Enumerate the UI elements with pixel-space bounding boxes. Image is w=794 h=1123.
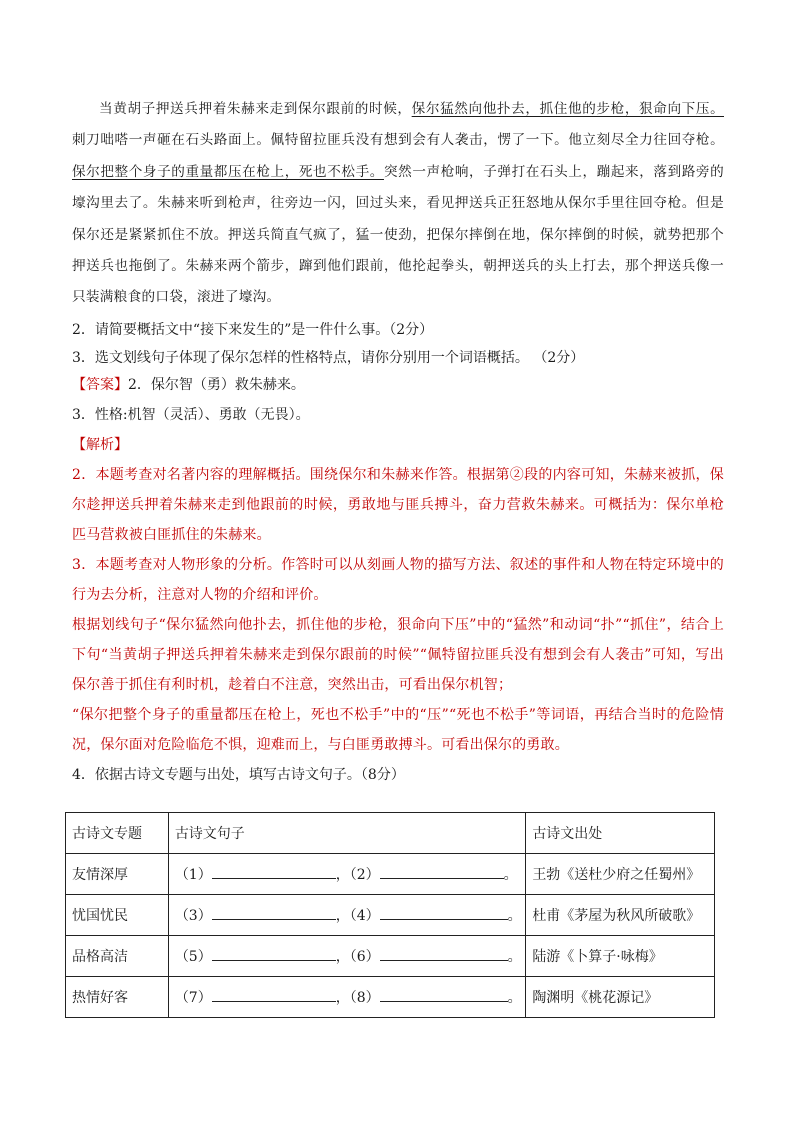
passage-text: 刺刀咄嗒一声砸在石头路面上。佩特留拉匪兵没有想到会有人袭击，愣了一下。他立刻尽全力往回夺枪。	[72, 132, 724, 149]
question-4: 4．依据古诗文专题与出处，填写古诗文句子。（8分）	[72, 766, 405, 783]
poem-table	[65, 812, 715, 1018]
underlined-sentence-1: 保尔猛然向他扑去，抓住他的步枪，狠命向下压。	[411, 101, 724, 117]
row-blanks	[168, 977, 526, 1018]
period: 。	[507, 990, 522, 1006]
row-topic: 热情好客	[66, 977, 169, 1018]
table-row	[66, 936, 715, 977]
fill-blank[interactable]	[380, 864, 504, 879]
analysis-para-2: 3．本题考查对人物形象的分析。作答时可以从刻画人物的描写方法、叙述的事件和人物在特定环境中的行为去分析，注意对人物的介绍和评价。	[72, 556, 724, 603]
blank-number: ，（6）	[335, 949, 380, 965]
row-topic: 友情深厚	[66, 854, 169, 895]
underlined-sentence-2: 保尔把整个身子的重量都压在枪上，死也不松手。	[72, 163, 384, 180]
passage-text: 突然一声枪响，子弹打在石头上，蹦起来，落到路旁的壕沟里去了。朱赫来听到枪声，往旁边一闪，回过头来，看见押送兵正狂怒地从保尔手里往回夺枪。但是保尔还是紧紧抓住不放。押送兵简直气疯了，猛一使劲，把保尔摔倒在地，保尔摔倒的时候，就势把那个押送兵也拖倒了。朱赫来两个箭步，蹿到他们跟前，他抡起拳头，朝押送兵的头上打去，那个押送兵像一只装满粮食的口袋，滚进了壕沟。	[72, 163, 724, 306]
answer-2: 2．保尔智（勇）救朱赫来。	[128, 376, 305, 393]
row-source: 陶渊明《桃花源记》	[526, 977, 715, 1018]
document-body	[72, 94, 724, 790]
period: 。	[507, 949, 522, 965]
row-blanks	[168, 936, 526, 977]
analysis-para-1: 2．本题考查对名著内容的理解概括。围绕保尔和朱赫来作答。根据第②段的内容可知，朱赫来被抓，保尔趁押送兵押着朱赫来走到他跟前的时候，勇敢地与匪兵搏斗，奋力营救朱赫来。可概括为：保尔单枪匹马营救被白匪抓住的朱赫来。	[72, 466, 724, 543]
passage-text: 当黄胡子押送兵押着朱赫来走到保尔跟前的时候，	[99, 101, 412, 117]
row-blanks	[168, 895, 526, 936]
row-source: 王勃《送杜少府之任蜀州》	[526, 854, 715, 895]
reading-passage	[72, 94, 724, 314]
table-row	[66, 977, 715, 1018]
row-blanks	[168, 854, 526, 895]
row-topic: 忧国忧民	[66, 895, 169, 936]
header-sentence: 古诗文句子	[168, 813, 526, 854]
question-3: 3．选文划线句子体现了保尔怎样的性格特点，请你分别用一个词语概括。 （2分）	[72, 349, 585, 366]
blank-number: （5）	[174, 949, 212, 965]
blank-number: ，（4）	[335, 908, 380, 924]
analysis-para-4: “保尔把整个身子的重量都压在枪上，死也不松手”中的“压”“死也不松手”等词语，再结合当时的危险情况，保尔面对危险临危不惧，迎难而上，与白匪勇敢搏斗。可看出保尔的勇敢。	[72, 706, 724, 753]
header-source: 古诗文出处	[526, 813, 715, 854]
header-topic: 古诗文专题	[66, 813, 169, 854]
blank-number: ，（2）	[335, 867, 380, 883]
row-source: 陆游《卜算子·咏梅》	[526, 936, 715, 977]
answer-tag: 【答案】	[72, 376, 128, 393]
fill-blank[interactable]	[380, 987, 508, 1002]
period: 。	[503, 867, 518, 883]
blank-number: （3）	[174, 908, 212, 924]
blank-number: （7）	[174, 990, 212, 1006]
row-source: 杜甫《茅屋为秋风所破歌》	[526, 895, 715, 936]
answer-line-2	[72, 370, 724, 400]
analysis-tag: 【解析】	[72, 436, 128, 453]
analysis-para-3: 根据划线句子“保尔猛然向他扑去，抓住他的步枪，狠命向下压”中的“猛然”和动词“扑”“抓住”，结合上下句“当黄胡子押送兵押着朱赫来走到保尔跟前的时候”“佩特留拉匪兵没有想到会有人袭击”可知，写出保尔善于抓住有利时机，趁着白不注意，突然出击，可看出保尔机智；	[72, 616, 724, 693]
fill-blank[interactable]	[380, 946, 508, 961]
table-row	[66, 854, 715, 895]
fill-blank[interactable]	[212, 905, 336, 920]
blank-number: （1）	[174, 867, 212, 883]
fill-blank[interactable]	[380, 905, 508, 920]
blank-number: ，（8）	[335, 990, 380, 1006]
fill-blank[interactable]	[212, 987, 336, 1002]
answer-3: 3．性格:机智（灵活）、勇敢（无畏）。	[72, 406, 310, 423]
question-2: 2．请简要概括文中“接下来发生的”是一件什么事。（2分）	[72, 321, 434, 338]
fill-blank[interactable]	[212, 864, 336, 879]
period: 。	[507, 908, 522, 924]
table-row	[66, 895, 715, 936]
table-header-row	[66, 813, 715, 854]
fill-blank[interactable]	[212, 946, 336, 961]
row-topic: 品格高洁	[66, 936, 169, 977]
